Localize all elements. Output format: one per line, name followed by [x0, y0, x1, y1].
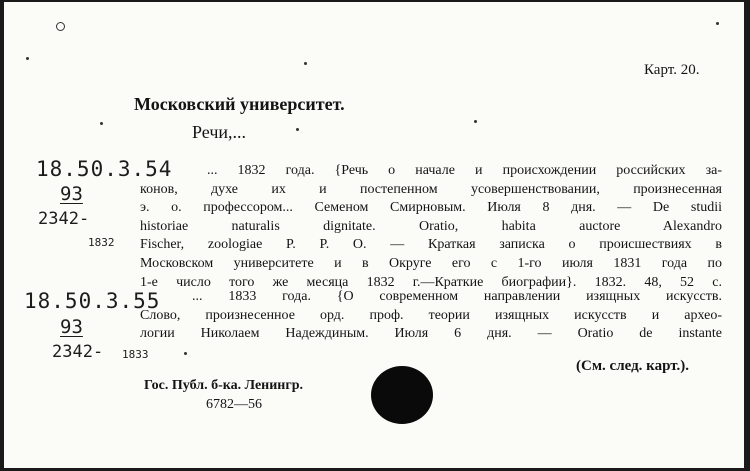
shelfmark-2: 18.50.3.55: [24, 289, 161, 313]
entry-1-body: [140, 181, 722, 293]
speck: [474, 120, 477, 123]
speck: [296, 128, 299, 131]
shelfmark-1: 18.50.3.54: [36, 157, 173, 181]
entry-1-line: historiae naturalis dignitate. Oratio, habita auctore Alexandro: [140, 218, 722, 234]
library-stamp: Гос. Публ. б-ка. Ленингр.: [144, 378, 304, 393]
punch-hole: [371, 366, 433, 424]
speck: [304, 62, 307, 65]
entry-2-line: логии Николаем Надеждиным. Июля 6 дня. — Oratio de instante: [140, 326, 722, 342]
accession-2: 2342-: [52, 342, 104, 362]
card-number: Карт. 20.: [644, 62, 700, 78]
entry-1-line: Московском университете и в Округе его с 1-го июля 1831 года по: [140, 255, 722, 271]
entry-1-line: 1-е число того же месяца 1832 г.—Краткие биографии}. 1832. 48, 52 с.: [140, 274, 722, 290]
speck: [184, 352, 187, 355]
speck: [100, 122, 103, 125]
entry-2-body: [140, 307, 722, 344]
see-next-card: (См. след. карт.).: [576, 358, 689, 374]
number-1: 93: [60, 183, 83, 205]
speck: [26, 57, 29, 60]
subheading: Речи,...: [192, 122, 246, 142]
speck: [716, 22, 719, 25]
entry-2-first-line: ... 1833 года. {О современном направлении изящных искусств.: [192, 289, 722, 304]
ring-mark: [56, 22, 65, 31]
number-2: 93: [60, 316, 83, 338]
accession-1: 2342-: [38, 209, 90, 229]
entry-1-line: Fischer, zoologiae P. P. O. — Краткая записка о происшествиях в: [140, 237, 722, 253]
print-code: 6782—56: [206, 397, 262, 412]
entry-2-line: Слово, произнесенное орд. проф. теории изящных искусств и архео-: [140, 307, 722, 323]
entry-1-line: э. о. профессором... Семеном Смирновым. Июля 8 дня. — De studii: [140, 200, 722, 216]
entry-1-first-line: ... 1832 года. {Речь о начале и происхождении российских за-: [207, 163, 722, 178]
heading: Московский университет.: [134, 94, 345, 114]
year-note-1: 1832: [88, 236, 115, 249]
entry-1-line: конов, духе их и постепенном усовершенствовании, произнесенная: [140, 181, 722, 197]
year-note-2: 1833: [122, 348, 149, 361]
